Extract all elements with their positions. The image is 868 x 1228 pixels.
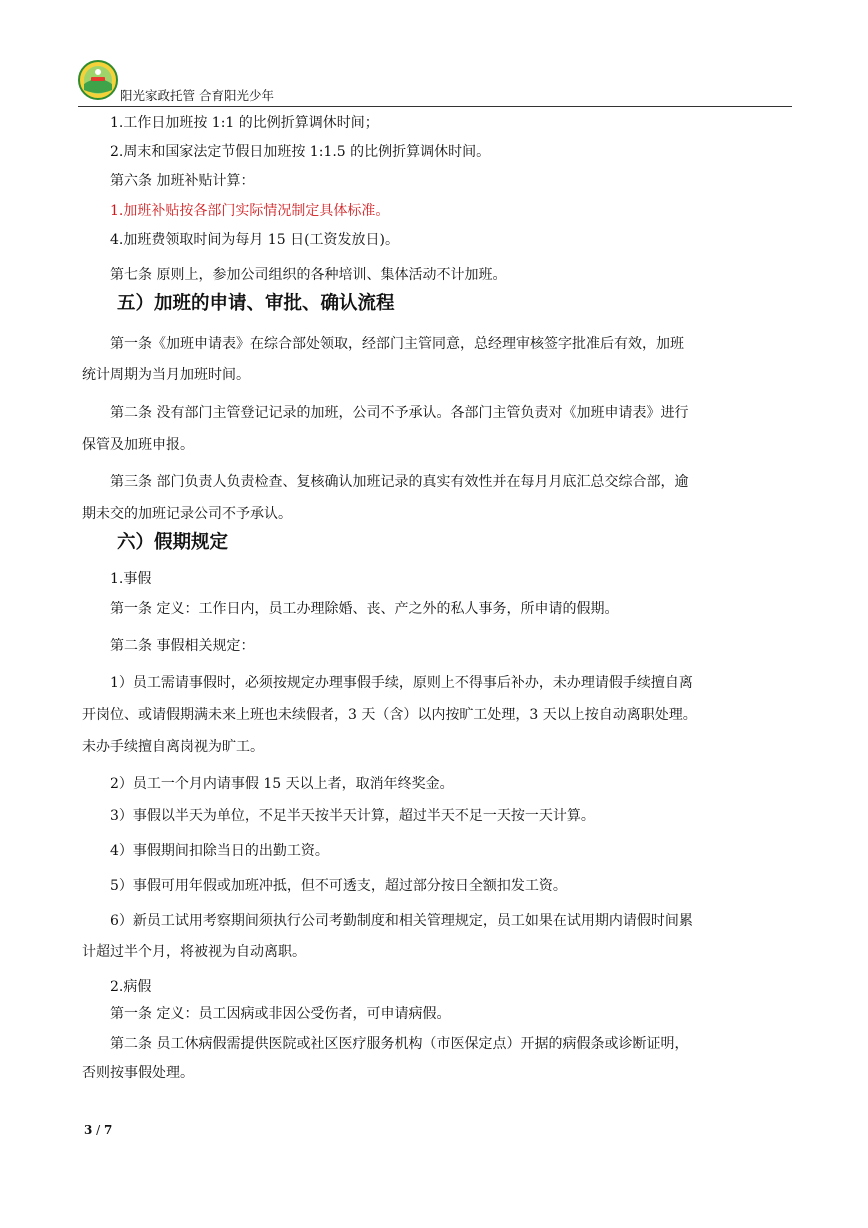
rule-line: 2）员工一个月内请事假 15 天以上者，取消年终奖金。 <box>110 776 454 792</box>
paragraph-line: 第三条 部门负责人负责检查、复核确认加班记录的真实有效性并在每月月底汇总交综合部，逾 <box>110 474 689 490</box>
header-company-text: 阳光家政托管 合育阳光少年 <box>120 88 274 103</box>
section-heading-leave-rules: 六）假期规定 <box>117 532 229 553</box>
subsection-heading: 1.事假 <box>110 571 152 587</box>
article-line: 否则按事假处理。 <box>82 1065 194 1081</box>
paragraph-line: 第二条 没有部门主管登记记录的加班，公司不予承认。各部门主管负责对《加班申请表》进行 <box>110 405 689 421</box>
rule-line: 2.周末和国家法定节假日加班按 1:1.5 的比例折算调休时间。 <box>110 144 491 160</box>
rule-line: 开岗位、或请假期满未来上班也未续假者，3 天（含）以内按旷工处理，3 天以上按自动离职处理。 <box>82 707 697 723</box>
rule-line: 5）事假可用年假或加班冲抵，但不可透支，超过部分按日全额扣发工资。 <box>110 878 567 894</box>
highlighted-rule-line: 1.加班补贴按各部门实际情况制定具体标准。 <box>110 203 390 219</box>
paragraph-line: 统计周期为当月加班时间。 <box>82 367 250 383</box>
paragraph-line: 第一条《加班申请表》在综合部处领取，经部门主管同意，总经理审核签字批准后有效，加班 <box>110 336 684 352</box>
rule-line: 1）员工需请事假时，必须按规定办理事假手续，原则上不得事后补办，未办理请假手续擅自离 <box>110 675 693 691</box>
rule-line: 4.加班费领取时间为每月 15 日(工资发放日)。 <box>110 232 399 248</box>
rule-line: 4）事假期间扣除当日的出勤工资。 <box>110 843 329 859</box>
rule-line: 未办手续擅自离岗视为旷工。 <box>82 739 264 755</box>
rule-line: 3）事假以半天为单位，不足半天按半天计算，超过半天不足一天按一天计算。 <box>110 808 595 824</box>
page-separator: / <box>92 1123 105 1137</box>
page-number <box>84 1123 112 1137</box>
article-line: 第一条 定义：工作日内，员工办理除婚、丧、产之外的私人事务，所申请的假期。 <box>110 601 619 617</box>
section-heading-overtime-process: 五）加班的申请、审批、确认流程 <box>117 293 395 314</box>
page-total: 7 <box>104 1123 113 1137</box>
subsection-heading: 2.病假 <box>110 979 152 995</box>
article-line: 第二条 员工休病假需提供医院或社区医疗服务机构（市医保定点）开据的病假条或诊断证明， <box>110 1036 689 1052</box>
article-heading: 第六条 加班补贴计算： <box>110 173 255 189</box>
paragraph-line: 保管及加班申报。 <box>82 437 194 453</box>
rule-line: 1.工作日加班按 1:1 的比例折算调休时间； <box>110 115 379 131</box>
rule-line: 6）新员工试用考察期间须执行公司考勤制度和相关管理规定，员工如果在试用期内请假时间累 <box>110 913 693 929</box>
article-line: 第七条 原则上，参加公司组织的各种培训、集体活动不计加班。 <box>110 267 507 283</box>
page-current: 3 <box>84 1123 93 1137</box>
kindergarten-logo-icon <box>78 60 118 100</box>
header-divider <box>78 106 792 107</box>
rule-line: 计超过半个月，将被视为自动离职。 <box>82 944 306 960</box>
article-line: 第二条 事假相关规定： <box>110 638 255 654</box>
article-line: 第一条 定义：员工因病或非因公受伤者，可申请病假。 <box>110 1006 451 1022</box>
paragraph-line: 期未交的加班记录公司不予承认。 <box>82 506 292 522</box>
